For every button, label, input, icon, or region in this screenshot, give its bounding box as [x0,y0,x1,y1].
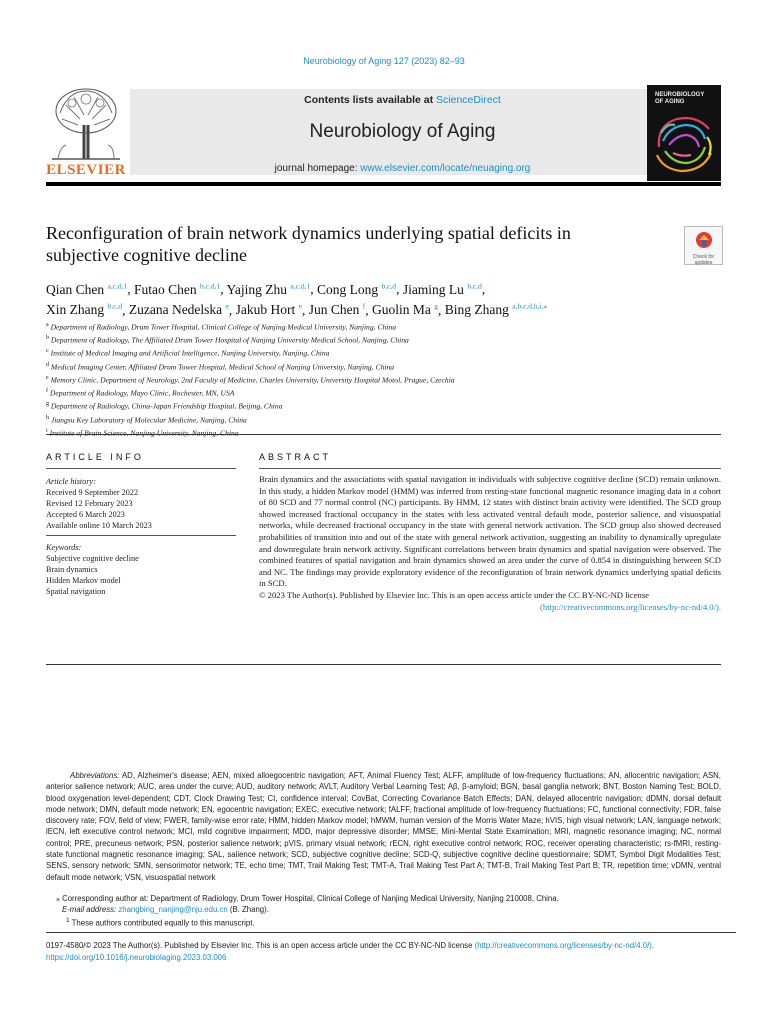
affiliation-key: b [46,335,49,342]
homepage-link[interactable]: www.elsevier.com/locate/neuaging.org [360,163,531,174]
keyword[interactable]: Spatial navigation [46,587,106,596]
author-separator: , [301,302,309,317]
affiliation-text: Memory Clinic, Department of Neurology, 2nd Faculty of Medicine, Charles University, University Hospital Motol, Prague, Czechia [50,375,455,385]
history-item: Revised 12 February 2023 [46,499,133,508]
author-list [46,277,736,318]
check-updates-line: updates [694,260,713,266]
banner-center [130,89,675,175]
author-separator: , [122,302,129,317]
abstract-text: Brain dynamics and the associations with spatial navigation in individuals with subjective cognitive decline (SCD) remain unknown. In this study, a hidden Markov model (HMM) was inferred from resting-state functional magnetic resonance imaging data in a cohort of 80 SCD and 77 normal control (NC) participants. By HMM, 12 states with distinct brain activity were identified. The SCD group showed increased fractional occupancy in the states with less activated ventral default mode, posterior salience, and visuospatial networks, while decreased fractional occupancy in the state with general network activation. The SCD group also showed decreased probabilities of transition into and out of the state with general network activation, suggesting an inability to dynamically upregulate and downregulate brain network activity. Significant correlations between brain dynamics and spatial navigation were observed. The combined features of spatial navigation and brain dynamics showed an area under the curve of 0.854 in distinguishing between SCD and NC. The findings may provide exploratory evidence of the reconfiguration of brain network dynamics underlying spatial deficits in SCD. [259,474,721,589]
affiliation [46,320,726,333]
abbreviations-label: Abbreviations: [70,771,120,780]
keyword[interactable]: Brain dynamics [46,565,98,574]
author[interactable] [46,282,127,297]
footnotes [46,893,721,929]
journal-citation[interactable]: Neurobiology of Aging 127 (2023) 82–93 [303,56,465,66]
affiliation-text: Department of Radiology, Drum Tower Hospital, Clinical College of Nanjing Medical University, Nanjing, China [50,322,397,332]
homepage-prefix: journal homepage: [274,163,361,174]
history-item: Available online 10 March 2023 [46,521,152,530]
cover-title-line: OF AGING [655,99,685,105]
corresponding-mark: ⁎ [56,894,60,903]
author-name: Futao Chen [134,281,197,297]
elsevier-wordmark: ELSEVIER [46,162,126,178]
affiliation [46,360,726,373]
issn-line [46,940,736,952]
email-suffix: (B. Zhang). [227,905,269,914]
author-affiliation-marks[interactable]: a,c,d,1 [107,281,128,290]
affiliation-list [46,320,726,439]
author[interactable] [236,302,302,317]
author-separator: , [310,281,317,297]
author-separator: , [437,302,445,317]
author-affiliation-marks[interactable]: f [362,301,366,311]
corresponding-author-note [46,893,721,904]
author-affiliation-marks[interactable]: b,c,d [467,281,482,290]
author-affiliation-marks[interactable]: e [298,301,302,311]
author-affiliation-marks[interactable]: b,c,d [107,301,123,311]
affiliation-key: c [46,348,49,355]
history-item: Accepted 6 March 2023 [46,510,125,519]
journal-cover[interactable] [647,85,721,181]
affiliation-key: i [46,427,48,434]
affiliation-key: a [46,322,49,328]
author-name: Jiaming Lu [402,281,464,297]
abstract-end-rule [46,664,721,665]
author-name: Zuzana Nedelska [128,302,223,317]
author-name: Bing Zhang [444,302,509,317]
affiliation [46,386,726,399]
footnote-mark: 1 [66,917,70,924]
affiliation [46,333,726,346]
author-name: Guolin Ma [371,302,431,317]
affiliation-text: Department of Radiology, China-Japan Friendship Hospital, Beijing, China [50,401,283,411]
footer-rule [46,932,736,933]
article-history [46,476,241,531]
affiliation-text: Institute of Medical Imaging and Artificial Intelligence, Nanjing University, Nanjing, China [50,349,330,358]
elsevier-tree-icon [46,85,126,163]
author-separator: , [396,281,403,297]
sciencedirect-link[interactable]: ScienceDirect [436,94,501,106]
author-name: Jun Chen [308,302,360,317]
contents-line [130,94,675,106]
affiliation [46,346,726,359]
abstract-heading: ABSTRACT [259,452,332,462]
author-affiliation-marks[interactable]: g [434,301,438,311]
affiliation [46,373,726,386]
abbreviations-text: AD, Alzheimer's disease; AEN, mixed alloegocentric navigation; AFT, Animal Fluency Test; ALFF, amplitude of low-frequency fluctuations; AN, allocentric navigation; ASN, anterior salience network; AUC, area under the curve; AUD, auditory network; AVLT, Auditory Verbal Learning Test; Aβ, β-amyloid; BGN, basal ganglia network; BNT, Boston Naming Test; BOLD, blood oxygenation level-dependent; CDT, Clock Drawing Test; CI, confidence interval; CovBat, Correcting Covariance Batch Effects; DAN, delayed allocentric navigation; dDMN, dorsal default mode network; DMN, default mode network; EN, egocentric navigation; EXEC, executive network; fALFF, fractional amplitude of low-frequency fluctuations; FC, functional connectivity; FDR, false discovery rate; FOV, field of view; FWER, family-wise error rate; HMM, hidden Markov model; hMWM, human version of the Morris Water Maze; hVIS, high visual network; LAN, language network; lECN, left executive control network; MCI, mild cognitive impairment; MDD, major depressive disorder; MMSE, Mini-Mental State Examination; MRI, magnetic resonance imaging; NC, normal control; PRE, precuneus network; PSN, posterior salience network; pVIS, primary visual network; rECN, right executive control network; ROC, receiver operating characteristic; rs-fMRI, resting-state functional magnetic resonance imaging; SAL, salience network; SCD, subjective cognitive decline; SCD-Q, subjective cognitive decline questionnaire; SDMT, Symbol Digit Modalities Test; SENS, sensory network; SMN, sensorimotor network; TE, echo time; TMT, Trail Making Test; TMT-A, Trail Making Test Part A; TMT-B, Trail Making Test Part B; TR, repetition time; vDMN, ventral default mode network; VSN, visuospatial network [46,771,721,882]
affiliation-key: h [46,414,49,421]
journal-banner [46,85,721,181]
email-label: E-mail address: [62,905,119,914]
author[interactable] [372,302,438,317]
author[interactable] [403,282,482,297]
author[interactable] [46,302,122,317]
keywords-label: Keywords: [46,543,82,552]
affiliations-rule [46,434,721,435]
author-affiliation-marks[interactable]: b,c,d,1 [200,281,221,290]
abstract-copyright: © 2023 The Author(s). Published by Elsevier Inc. This is an open access article under the CC BY-NC-ND license [259,589,649,600]
affiliation-key: e [46,374,49,381]
author-affiliation-marks[interactable]: a,b,c,d,h,i,⁎ [512,301,548,311]
footnote-text: These authors contributed equally to this manuscript. [71,918,255,928]
contents-prefix: Contents lists available at [304,94,437,106]
keyword[interactable]: Subjective cognitive decline [46,554,139,563]
abstract-body [259,474,721,613]
author[interactable] [309,302,366,317]
header-rule [46,182,721,186]
footer-license-link[interactable]: (http://creativecommons.org/licenses/by-nc-nd/4.0/) [474,941,652,950]
history-rule [46,535,236,536]
author-separator: , [228,302,236,317]
affiliation-text: Jiangsu Key Laboratory of Molecular Medicine, Nanjing, China [50,415,247,425]
journal-homepage [130,163,675,174]
affiliation-text: Department of Radiology, The Affiliated Drum Tower Hospital of Nanjing University Medical School, Nanjing, China [50,335,409,345]
author[interactable] [445,302,548,317]
affiliation [46,426,726,439]
check-for-updates-badge[interactable] [684,226,723,265]
elsevier-logo[interactable] [46,85,126,177]
author-affiliation-marks[interactable]: b,c,d [381,281,397,290]
author[interactable] [134,282,220,297]
issn-text: 0197-4580/© 2023 The Author(s). Published by Elsevier Inc. This is an open access article under the CC BY-NC-ND license [46,941,475,950]
author-affiliation-marks[interactable]: a,c,d,1 [290,281,311,290]
check-updates-line: Check for [692,254,715,260]
doi-link[interactable]: https://doi.org/10.1016/j.neurobiolaging.2023.03.006 [46,952,227,962]
journal-title[interactable]: Neurobiology of Aging [309,121,496,142]
email-link[interactable]: zhangbing_nanjing@nju.edu.cn [118,905,228,914]
article-info-rule [46,468,236,469]
history-item: Received 9 September 2022 [46,488,139,497]
history-label: Article history: [46,477,96,486]
affiliation-key: d [46,361,49,368]
author-name: Qian Chen [46,281,105,297]
abstract-license-link[interactable]: (http://creativecommons.org/licenses/by-nc-nd/4.0/). [540,601,721,612]
cover-title [655,92,704,106]
article-info-heading: ARTICLE INFO [46,452,144,462]
affiliation-key: g [46,401,49,408]
footer [46,940,736,963]
author-name: Jakub Hort [235,302,296,317]
author[interactable] [317,282,396,297]
equal-contribution-note [46,915,721,929]
author-name: Xin Zhang [46,302,105,317]
keyword[interactable]: Hidden Markov model [46,576,121,585]
author[interactable] [227,282,311,297]
abbreviations [46,770,721,883]
article-title: Reconfiguration of brain network dynamics underlying spatial deficits in subjective cognitive decline [46,223,571,265]
author-separator: , [127,281,135,297]
affiliation-text: Medical Imaging Center, Affiliated Drum Tower Hospital, Medical School of Nanjing University, Nanjing, China [50,362,395,372]
author-affiliation-marks[interactable]: e [225,301,229,311]
author-name: Yajing Zhu [226,281,288,297]
affiliation [46,413,726,426]
abstract-rule [259,468,721,469]
email-note [46,904,721,915]
cover-title-line: NEUROBIOLOGY [655,92,705,98]
author-separator: , [481,281,486,297]
footer-license-suffix: . [651,941,655,950]
affiliation-key: f [46,388,48,395]
corresponding-text: Corresponding author at: Department of Radiology, Drum Tower Hospital, Clinical College of Nanjing Medical University, Nanjing 210008, China. [62,894,559,903]
affiliation-text: Department of Radiology, Mayo Clinic, Rochester, MN, USA [49,388,235,398]
keywords [46,542,241,597]
author-name: Cong Long [316,281,379,297]
abstract-license-line [259,602,721,614]
author-separator: , [220,281,227,297]
author[interactable] [129,302,229,317]
affiliation-text: Institute of Brain Science, Nanjing University, Nanjing, China [49,428,239,438]
affiliation [46,399,726,412]
check-updates-icon [694,230,714,250]
author-separator: , [365,302,372,317]
